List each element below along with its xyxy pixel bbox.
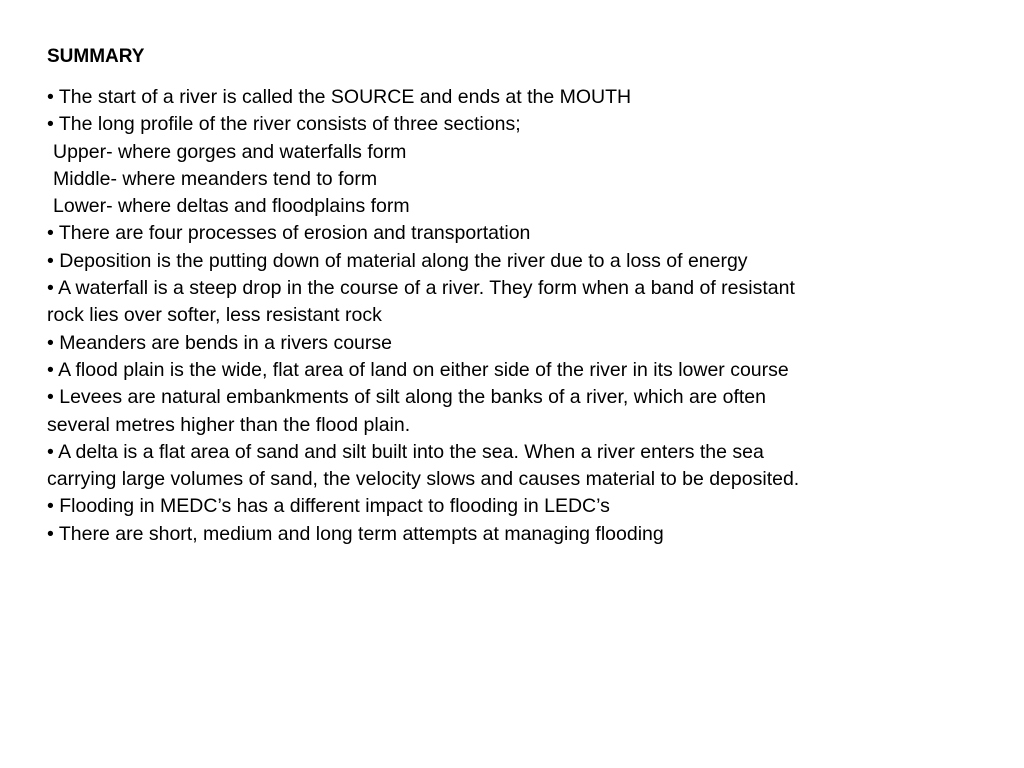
summary-subline: Lower- where deltas and floodplains form <box>53 195 410 218</box>
summary-line: • A flood plain is the wide, flat area of land on either side of the river in its lower course <box>47 358 789 381</box>
summary-line: • A waterfall is a steep drop in the course of a river. They form when a band of resistant <box>47 277 795 300</box>
slide-title: SUMMARY <box>47 46 145 67</box>
summary-line: • Levees are natural embankments of silt along the banks of a river, which are often <box>47 386 766 409</box>
summary-line: • The long profile of the river consists of three sections; <box>47 113 521 136</box>
summary-line: • The start of a river is called the SOURCE and ends at the MOUTH <box>47 86 632 108</box>
summary-line-continuation: carrying large volumes of sand, the velocity slows and causes material to be deposited. <box>47 468 800 491</box>
summary-line: • Deposition is the putting down of material along the river due to a loss of energy <box>47 249 748 272</box>
summary-line: • There are short, medium and long term attempts at managing flooding <box>47 522 664 545</box>
summary-line: • Meanders are bends in a rivers course <box>47 331 392 354</box>
summary-line: • A delta is a flat area of sand and silt built into the sea. When a river enters the sea <box>47 440 764 463</box>
summary-line: • Flooding in MEDC’s has a different impact to flooding in LEDC’s <box>47 495 610 518</box>
summary-list <box>47 84 947 548</box>
summary-line-continuation: several metres higher than the flood plain. <box>47 413 411 436</box>
summary-subline: Middle- where meanders tend to form <box>53 167 378 190</box>
summary-subline: Upper- where gorges and waterfalls form <box>53 140 407 163</box>
summary-line-continuation: rock lies over softer, less resistant rock <box>47 304 382 327</box>
summary-line: • There are four processes of erosion and transportation <box>47 222 531 245</box>
